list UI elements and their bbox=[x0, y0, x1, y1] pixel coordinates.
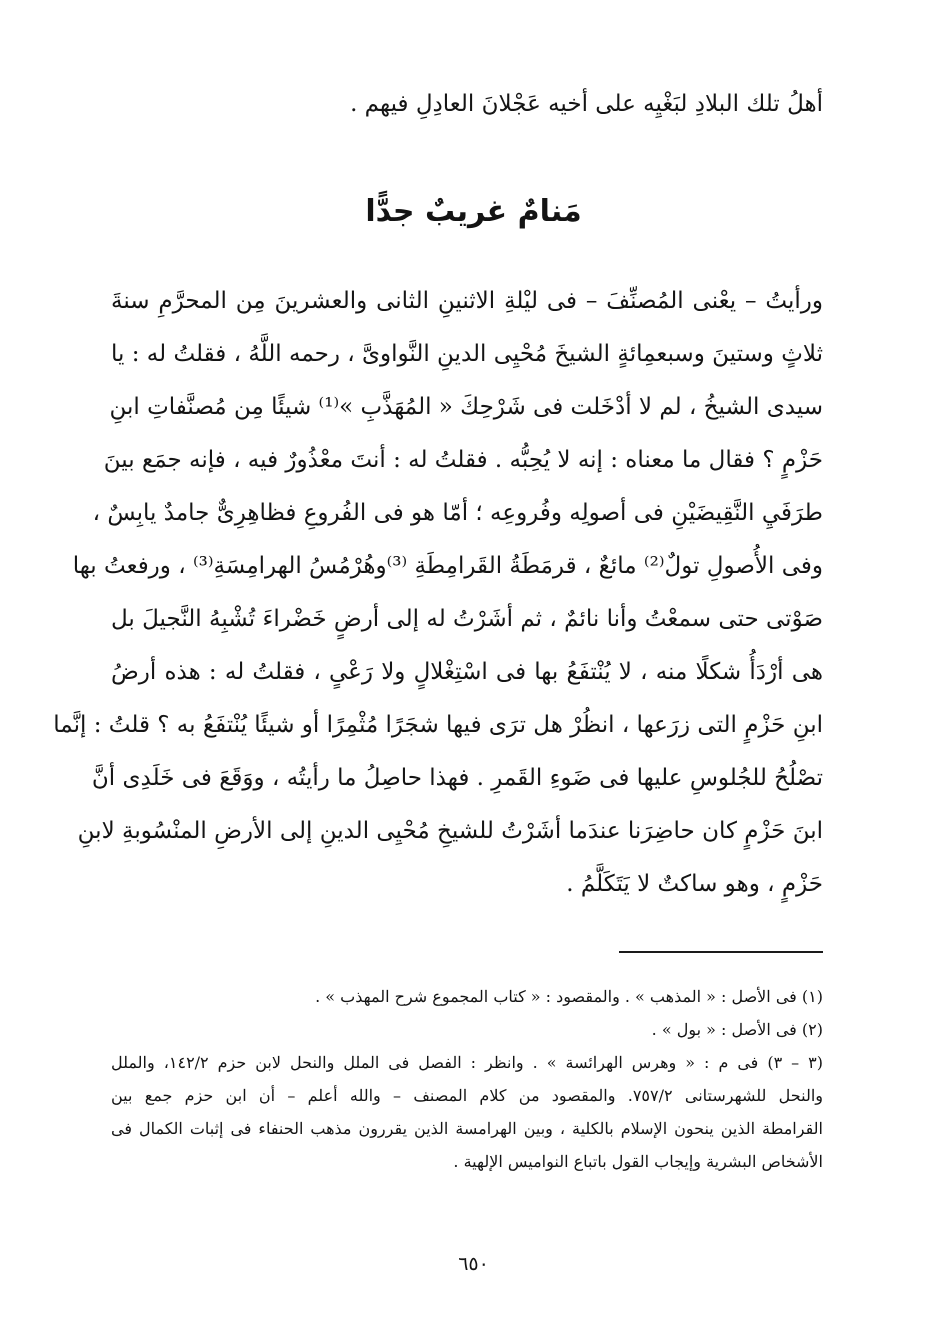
footnote-1: (١) فى الأصل : « المذهب » . والمقصود : « كتاب المجموع شرح المهذب » . bbox=[315, 987, 823, 1006]
paragraph-line: وفى الأُصولِ تولٌ⁽²⁾ مائعٌ ، قرمَطَةُ القَرامِطَةِ ⁽³⁾وهُرْمُسُ الهرامِسَةِ⁽³⁾ ، ورفعتُ بها bbox=[72, 553, 823, 579]
footnote-separator bbox=[619, 951, 823, 953]
footnote-3-line: الأشخاص البشرية وإيجاب القول باتباع النواميس الإلهية . bbox=[453, 1152, 823, 1171]
footnote-2: (٢) فى الأصل : « بول » . bbox=[651, 1020, 823, 1039]
footnote-3-line: (٣ – ٣) فى م : « وهرس الهرائسة » . وانظر : الفصل فى الملل والنحل لابن حزم ١٤٢/٢، والملل bbox=[111, 1053, 824, 1072]
paragraph-line: حَزْمٍ ، وهو ساكتٌ لا يَتَكَلَّمُ . bbox=[566, 871, 823, 897]
paragraph-line: ثلاثٍ وستينَ وسبعمِائةٍ الشيخَ مُحْيِى الدينِ النَّواوىَّ ، رحمه اللَّهُ ، فقلتُ له : يا bbox=[111, 341, 823, 367]
paragraph-line: ورأيتُ – يعْنى المُصنِّفَ – فى ليْلةِ الاثنينِ الثانى والعشرينَ مِن المحرَّمِ سنةَ bbox=[111, 288, 823, 314]
section-heading: مَنامٌ غريبٌ جدًّا bbox=[365, 194, 582, 229]
top-line: أهلُ تلك البلادِ لبَغْيِه على أخيه عَجْلانَ العادِلِ فيهم . bbox=[350, 91, 823, 117]
paragraph-line: حَزْمٍ ؟ فقال ما معناه : إنه لا يُحِبُّه . فقلتُ له : أنتَ معْذُورٌ فيه ، فإنه جمَع بينَ bbox=[103, 447, 823, 473]
paragraph-line: هى أرْدَأُ شكلًا منه ، لا يُنْتفَعُ بها فى اسْتِغْلالٍ ولا رَعْىٍ ، فقلتُ له : هذه أرضُ bbox=[111, 659, 823, 685]
paragraph-line: ابنِ حَزْمٍ التى زرَعها ، انظُرْ هل ترَى فيها شجَرًا مُثْمِرًا أو شيئًا يُنْتفَعُ به ؟ قلتُ : إنَّما bbox=[53, 712, 823, 738]
paragraph-line: طرَفَيِ النَّقِيضَيْنِ فى أصولِه وفُروعِه ؛ أمّا هو فى الفُروعِ فظاهِرِىٌّ جامدٌ يابِسٌ ، bbox=[92, 500, 823, 526]
paragraph-line: تصْلُحُ للجُلوسِ عليها فى ضَوءِ القَمرِ . فهذا حاصِلُ ما رأيتُه ، ووَقَعَ فى خَلَدِى أنَّ bbox=[91, 765, 823, 791]
paragraph-line: صَوْتى حتى سمعْتُ وأنا نائمٌ ، ثم أشَرْتُ له إلى أرضٍ خَضْراءَ تُشْبِهُ النَّجيلَ بل bbox=[111, 606, 823, 632]
footnote-3-line: والنحل للشهرستانى ٧٥٧/٢. والمقصود من كلام المصنف – والله أعلم – أن ابن حزم جمع بين bbox=[111, 1086, 824, 1105]
footnote-3-line: القرامطة الذين ينحون الإسلام بالكلية ، وبين الهرامسة الذين يقررون مذهب الحنفاء فى إثبات الكمال فى bbox=[111, 1119, 823, 1138]
page-number: ٦٥٠ bbox=[458, 1253, 489, 1275]
paragraph-line: سيدى الشيخُ ، لم لا أدْخَلت فى شَرْحِكَ « المُهَذَّبِ »⁽¹⁾ شيئًا مِن مُصنَّفاتِ ابنِ bbox=[109, 394, 823, 420]
paragraph-line: ابنَ حَزْمٍ كان حاضِرَنا عندَما أشَرْتُ للشيخِ مُحْيِى الدينِ إلى الأرضِ المنْسُوبةِ لابنِ bbox=[77, 818, 823, 844]
